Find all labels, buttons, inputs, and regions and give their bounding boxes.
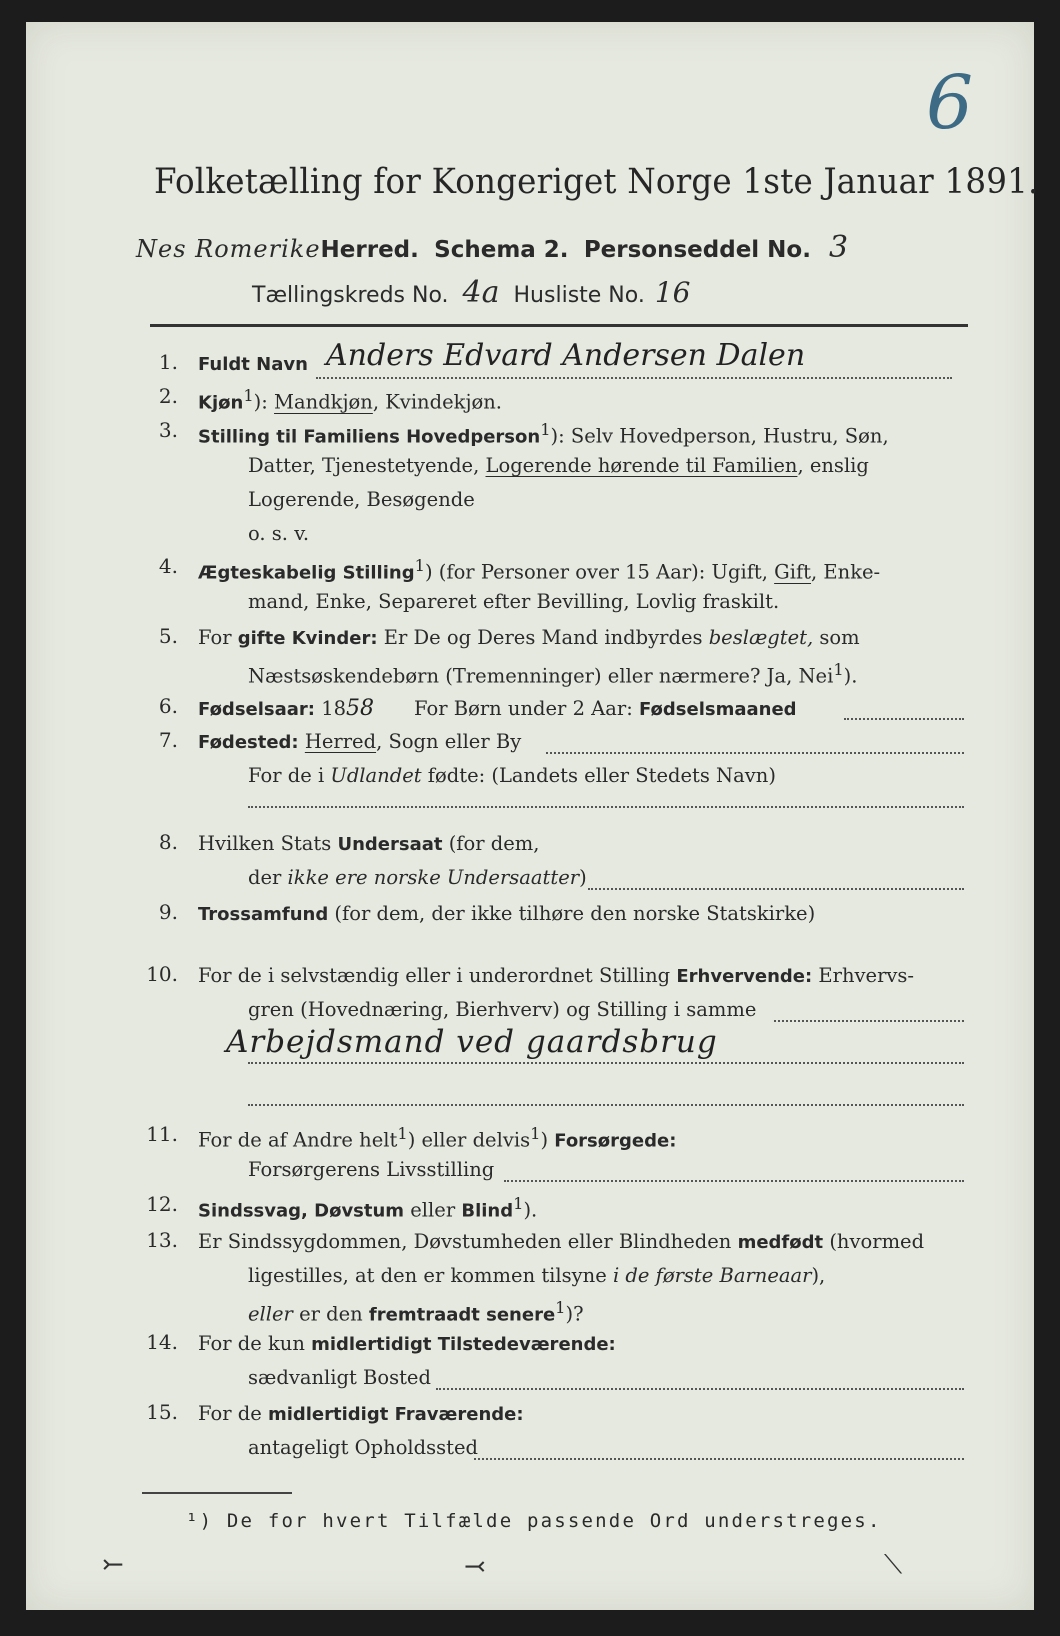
ink-mark-center: ⤙ bbox=[464, 1552, 486, 1582]
q4-line2: mand, Enke, Separeret efter Bevilling, Lovlig fraskilt. bbox=[248, 590, 780, 613]
q14-line2: sædvanligt Bosted bbox=[248, 1366, 431, 1389]
q11-number: 11. bbox=[146, 1122, 178, 1146]
q10-number: 10. bbox=[146, 962, 178, 986]
q15-dotted-line bbox=[474, 1458, 964, 1460]
q10-dotted-line bbox=[774, 1020, 964, 1022]
q11-line2: Forsørgerens Livsstilling bbox=[248, 1158, 495, 1181]
q13-line3: eller er den fremtraadt senere$^1$)? bbox=[248, 1298, 584, 1326]
q6-number: 6. bbox=[158, 694, 178, 718]
personseddel-value: 3 bbox=[828, 230, 850, 265]
q8-line1: Hvilken Stats Undersaat (for dem, bbox=[198, 832, 540, 855]
header-rule bbox=[150, 324, 968, 327]
q12-line: Sindssvag, Døvstum eller Blind$^1$). bbox=[198, 1194, 538, 1222]
q10-occupation-value: Arbejdsmand ved gaardsbrug bbox=[226, 1024, 718, 1060]
q5-number: 5. bbox=[158, 624, 178, 648]
q8-dotted-line bbox=[588, 888, 964, 890]
q7-line1: Fødested: Herred, Sogn eller By bbox=[198, 730, 522, 753]
q2-line: Kjøn$^1$): Mandkjøn, Kvindekjøn. bbox=[198, 386, 503, 414]
q7-line2: For de i Udlandet fødte: (Landets eller Stedets Navn) bbox=[248, 764, 776, 787]
form-title: Folketælling for Kongeriget Norge 1ste Januar 1891. bbox=[154, 162, 1039, 202]
q3-line3: Logerende, Besøgende bbox=[248, 488, 475, 511]
q7-dotted-line bbox=[546, 752, 964, 754]
q12-number: 12. bbox=[146, 1192, 178, 1216]
krets-value: 4a bbox=[462, 275, 500, 310]
q3-line2: Datter, Tjenestetyende, Logerende hørende til Familien, enslig bbox=[248, 454, 869, 477]
q2-number: 2. bbox=[158, 384, 178, 408]
ink-mark-right: ⟍ bbox=[884, 1550, 903, 1580]
q11-dotted-line bbox=[504, 1180, 964, 1182]
q4-number: 4. bbox=[158, 554, 178, 578]
q5-line2: Næstsøskendebørn (Tremenninger) eller nærmere? Ja, Nei$^1$). bbox=[248, 660, 858, 688]
q13-number: 13. bbox=[146, 1228, 178, 1252]
personseddel-label: Personseddel No. bbox=[583, 237, 811, 263]
q3-line1: Stilling til Familiens Hovedperson$^1$): Selv Hovedperson, Hustru, Søn, bbox=[198, 420, 889, 448]
ink-mark-left: ⤚ bbox=[102, 1550, 124, 1580]
q15-line1: For de midlertidigt Fraværende: bbox=[198, 1402, 524, 1425]
q1-label: Fuldt Navn bbox=[198, 354, 308, 375]
husliste-label: Husliste No. bbox=[513, 283, 645, 308]
q15-line2: antageligt Opholdssted bbox=[248, 1436, 479, 1459]
krets-label: Tællingskreds No. bbox=[252, 283, 449, 308]
q1-full-name-value: Anders Edvard Andersen Dalen bbox=[326, 338, 806, 373]
footnote-rule bbox=[142, 1492, 292, 1494]
q1-dotted-line bbox=[316, 377, 952, 379]
q3-number: 3. bbox=[158, 418, 178, 442]
q8-number: 8. bbox=[158, 830, 178, 854]
q10-answer-line-1 bbox=[248, 1062, 964, 1064]
q9-line: Trossamfund (for dem, der ikke tilhøre den norske Statskirke) bbox=[198, 902, 816, 925]
census-form-sheet bbox=[26, 22, 1039, 1610]
footnote: ¹) De for hvert Tilfælde passende Ord understreges. bbox=[186, 1510, 882, 1532]
q10-answer-line-2 bbox=[248, 1104, 964, 1106]
herred-handwritten: Nes Romerike bbox=[136, 235, 321, 263]
q13-line1: Er Sindssygdommen, Døvstumheden eller Blindheden medfødt (hvormed bbox=[198, 1230, 925, 1253]
q1-number: 1. bbox=[158, 350, 178, 374]
schema-label: Schema 2. bbox=[434, 237, 569, 263]
q7-answer-line bbox=[248, 806, 964, 808]
q10-line1: For de i selvstændig eller i underordnet Stilling Erhvervende: Erhvervs- bbox=[198, 964, 915, 987]
corner-page-number: 6 bbox=[926, 60, 974, 146]
q15-number: 15. bbox=[146, 1400, 178, 1424]
q7-number: 7. bbox=[158, 728, 178, 752]
q14-dotted-line bbox=[436, 1388, 964, 1390]
q9-number: 9. bbox=[158, 900, 178, 924]
q6-birth-year-value: 58 bbox=[346, 696, 375, 721]
q5-line1: For gifte Kvinder: Er De og Deres Mand indbyrdes beslægtet, som bbox=[198, 626, 860, 649]
q4-line1: Ægteskabelig Stilling$^1$) (for Personer over 15 Aar): Ugift, Gift, Enke- bbox=[198, 556, 881, 584]
q3-line4: o. s. v. bbox=[248, 522, 310, 545]
herred-line bbox=[136, 230, 849, 265]
q14-number: 14. bbox=[146, 1330, 178, 1354]
q10-line2: gren (Hovednæring, Bierhverv) og Stilling i samme bbox=[248, 998, 757, 1021]
q8-line2: der ikke ere norske Undersaatter) bbox=[248, 866, 587, 889]
q14-line1: For de kun midlertidigt Tilstedeværende: bbox=[198, 1332, 616, 1355]
q6-dotted-line bbox=[844, 718, 964, 720]
herred-label: Herred. bbox=[320, 237, 419, 263]
q6-line: Fødselsaar: 1858 For Børn under 2 Aar: Fødselsmaaned bbox=[198, 696, 797, 721]
husliste-value: 16 bbox=[654, 276, 691, 309]
krets-line bbox=[252, 275, 690, 310]
q13-line2: ligestilles, at den er kommen tilsyne i de første Barneaar), bbox=[248, 1264, 826, 1287]
q11-line1: For de af Andre helt$^1$) eller delvis$^1$) Forsørgede: bbox=[198, 1124, 677, 1152]
